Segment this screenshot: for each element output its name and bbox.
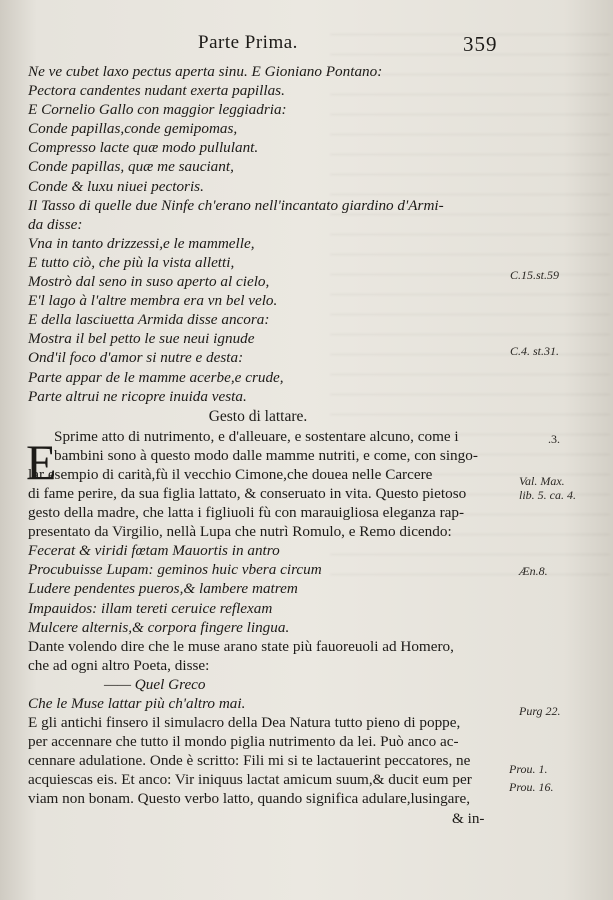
text-line: Conde & luxu niuei pectoris. (28, 177, 204, 195)
text-line: Sprime atto di nutrimento, e d'alleuare, e sostentare alcuno, come i (54, 427, 459, 445)
text-line: E gli antichi finsero il simulacro della Dea Natura tutto pieno di poppe, (28, 714, 461, 732)
running-head: Parte Prima. (198, 32, 298, 53)
margin-note: Æn.8. (519, 564, 548, 578)
catchword: & in- (452, 809, 485, 827)
text-line: Mostrò dal seno in suso aperto al cielo, (28, 273, 270, 291)
text-line: da disse: (28, 215, 83, 233)
margin-note: Val. Max. (519, 474, 565, 488)
text-line: lar esempio di carità,fù il vecchio Cimone,che douea nelle Carcere (28, 465, 433, 483)
margin-note: C.15.st.59 (510, 268, 560, 282)
text-line: E della lasciuetta Armida disse ancora: (28, 311, 270, 329)
text-line: bambini sono à questo modo dalle mamme nutriti, e come, con singo- (54, 446, 478, 464)
text-line: Mostra il bel petto le sue neui ignude (28, 330, 255, 348)
text-line: E Cornelio Gallo con maggior leggiadria: (28, 101, 287, 119)
text-line: Pectora candentes nudant exerta papillas. (28, 82, 285, 100)
page-header (0, 32, 613, 56)
drop-cap: E (26, 434, 57, 490)
margin-note: Prou. 1. (509, 762, 548, 776)
text-line: E tutto ciò, che più la vista alletti, (28, 253, 235, 271)
text-line: —— Quel Greco (104, 675, 206, 693)
text-line: gesto della madre, che latta i figliuoli fù con marauigliosa eleganza rap- (28, 504, 465, 522)
text-line: Ne ve cubet laxo pectus aperta sinu. E Gioniano Pontano: (28, 63, 383, 80)
margin-note: Purg 22. (519, 704, 561, 718)
text-line: cennare adulatione. Onde è scritto: Fili mi si te lactauerint peccatores, ne (28, 752, 471, 770)
text-line: Parte altrui ne ricopre inuida vesta. (28, 387, 247, 405)
text-line: Ludere pendentes pueros,& lambere matrem (28, 580, 298, 598)
margin-note: Prou. 16. (509, 780, 554, 794)
text-line: viam non bonam. Questo verbo latto, quando significa adulare,lusingare, (28, 790, 471, 808)
margin-note: .3. (548, 432, 560, 446)
text-line: Procubuisse Lupam: geminos huic vbera circum (28, 561, 322, 579)
text-line: Parte appar de le mamme acerbe,e crude, (28, 368, 284, 386)
margin-note: C.4. st.31. (510, 344, 560, 358)
margin-note: lib. 5. ca. 4. (519, 488, 576, 502)
text-line: Mulcere alternis,& corpora fingere lingua. (28, 618, 290, 636)
text-line: Dante volendo dire che le muse arano state più fauoreuoli ad Homero, (28, 637, 454, 655)
section-heading: Gesto di lattare. (208, 407, 308, 425)
text-line: presentato da Virgilio, nellà Lupa che nutrì Romulo, e Remo dicendo: (28, 523, 452, 541)
text-line: acquiescas eis. Et anco: Vir iniquus lactat amicum suum,& ducit eum per (28, 771, 472, 789)
text-line: Compresso lacte quæ modo pullulant. (28, 139, 259, 157)
text-line: E'l lago à l'altre membra era vn bel velo. (28, 292, 278, 310)
text-line: per accennare che tutto il mondo piglia nutrimento da lei. Può anco ac- (28, 733, 459, 751)
text-line: di fame perire, da sua figlia lattato, & conseruato in vita. Questo pietoso (28, 484, 467, 502)
page-number: 359 (463, 32, 498, 56)
text-line: Ond'il foco d'amor si nutre e desta: (28, 349, 244, 367)
body-text (28, 62, 518, 828)
text-line: Conde papillas, quæ me sauciant, (28, 158, 234, 176)
text-line: Fecerat & viridi fœtam Mauortis in antro (28, 542, 280, 560)
text-line: che ad ogni altro Poeta, disse: (28, 656, 210, 674)
text-line: Che le Muse lattar più ch'altro mai. (28, 695, 246, 712)
text-line: Il Tasso di quelle due Ninfe ch'erano nell'incantato giardino d'Armi- (28, 196, 444, 214)
text-line: Impauidos: illam tereti ceruice reflexam (28, 599, 273, 617)
text-line: Vna in tanto drizzessi,e le mammelle, (28, 234, 255, 252)
text-line: Conde papillas,conde gemipomas, (28, 120, 238, 138)
